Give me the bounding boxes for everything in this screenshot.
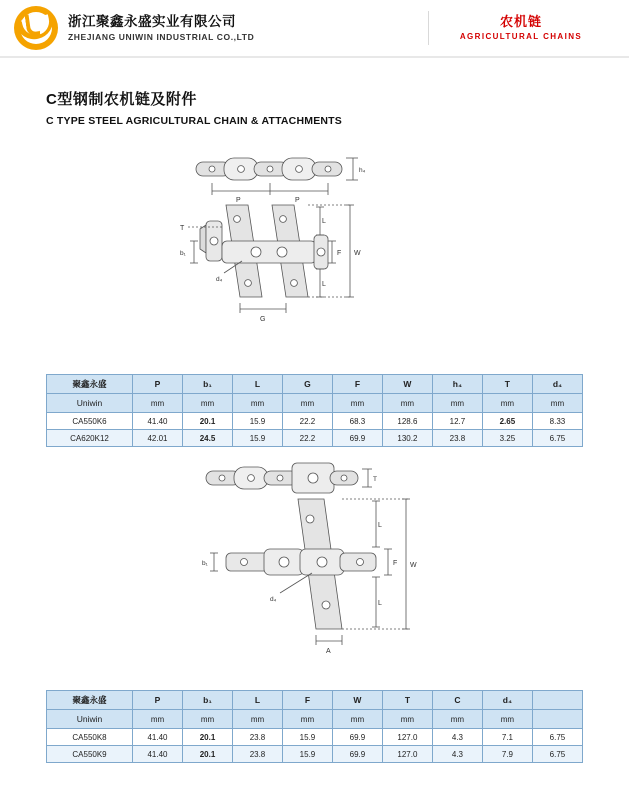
unit-cell-empty <box>532 710 582 729</box>
unit-cell: mm <box>183 394 233 413</box>
table-units-row <box>47 394 583 413</box>
column-header: T <box>382 691 432 710</box>
value-cell: 130.2 <box>382 430 432 447</box>
company-name-block <box>68 13 254 44</box>
column-header: b₁ <box>183 375 233 394</box>
company-name-en: ZHEJIANG UNIWIN INDUSTRIAL CO.,LTD <box>68 31 255 42</box>
company-name-cn: 浙江聚鑫永盛实业有限公司 <box>68 13 236 29</box>
svg-text:T: T <box>180 225 185 232</box>
value-cell: 42.01 <box>133 430 183 447</box>
spec-table-1-wrap <box>0 374 629 447</box>
brand-en-cell: Uniwin <box>47 394 133 413</box>
column-header: d₄ <box>532 375 582 394</box>
column-header: L <box>232 375 282 394</box>
value-cell: 12.7 <box>432 413 482 430</box>
svg-text:P: P <box>236 197 241 204</box>
unit-cell: mm <box>282 394 332 413</box>
unit-cell: mm <box>332 710 382 729</box>
value-cell: 127.0 <box>382 746 432 763</box>
value-cell: 69.9 <box>332 729 382 746</box>
column-header-empty <box>532 691 582 710</box>
unit-cell: mm <box>133 710 183 729</box>
svg-text:F: F <box>337 250 342 257</box>
table-row <box>47 729 583 746</box>
product-name-en: AGRICULTURAL CHAINS <box>459 32 583 42</box>
unit-cell: mm <box>382 394 432 413</box>
unit-cell: mm <box>432 710 482 729</box>
product-name-cn: 农机链 <box>499 13 542 29</box>
value-cell: 20.1 <box>183 746 233 763</box>
page-title <box>46 88 629 127</box>
value-cell: 7.9 <box>482 746 532 763</box>
svg-text:F: F <box>393 560 398 567</box>
brand-en-cell: Uniwin <box>47 710 133 729</box>
unit-cell: mm <box>482 394 532 413</box>
svg-text:L: L <box>322 218 326 225</box>
value-cell: 69.9 <box>332 430 382 447</box>
unit-cell: mm <box>382 710 432 729</box>
column-header: T <box>482 375 532 394</box>
column-header: W <box>382 375 432 394</box>
value-cell: 22.2 <box>282 430 332 447</box>
spec-table-1 <box>46 374 583 447</box>
svg-text:b₁: b₁ <box>180 250 186 257</box>
value-cell: 15.9 <box>282 746 332 763</box>
table-row <box>47 430 583 447</box>
c-type-chain-k-attachment-drawing <box>0 135 629 360</box>
c-type-chain-k-attachment-drawing-2 <box>0 449 629 674</box>
table-row <box>47 746 583 763</box>
unit-cell: mm <box>232 394 282 413</box>
table-row <box>47 413 583 430</box>
column-header: G <box>282 375 332 394</box>
svg-text:G: G <box>260 316 266 323</box>
model-cell: CA550K9 <box>47 746 133 763</box>
svg-text:d₄: d₄ <box>216 276 223 283</box>
spec-table-2 <box>46 690 583 763</box>
value-cell: 68.3 <box>332 413 382 430</box>
table-units-row <box>47 710 583 729</box>
value-cell: 8.33 <box>532 413 582 430</box>
value-cell: 128.6 <box>382 413 432 430</box>
value-cell: 15.9 <box>282 729 332 746</box>
column-header: F <box>332 375 382 394</box>
table-header-row <box>47 375 583 394</box>
value-cell: 24.5 <box>183 430 233 447</box>
value-cell: 4.3 <box>432 729 482 746</box>
value-cell: 15.9 <box>232 430 282 447</box>
value-cell: 127.0 <box>382 729 432 746</box>
unit-cell: mm <box>432 394 482 413</box>
svg-text:h₄: h₄ <box>359 167 366 174</box>
value-cell: 6.75 <box>532 430 582 447</box>
value-cell: 3.25 <box>482 430 532 447</box>
value-cell: 23.8 <box>432 430 482 447</box>
column-header: d₄ <box>482 691 532 710</box>
model-cell: CA620K12 <box>47 430 133 447</box>
value-cell: 20.1 <box>183 729 233 746</box>
unit-cell: mm <box>532 394 582 413</box>
value-cell: 23.8 <box>232 746 282 763</box>
svg-text:b₁: b₁ <box>202 560 208 567</box>
column-header: h₄ <box>432 375 482 394</box>
svg-text:W: W <box>410 562 417 569</box>
column-header: L <box>232 691 282 710</box>
column-header: F <box>282 691 332 710</box>
svg-text:L: L <box>322 281 326 288</box>
brand-cn-cell: 聚鑫永盛 <box>47 691 133 710</box>
value-cell: 41.40 <box>133 746 183 763</box>
page-header <box>0 0 629 58</box>
value-cell: 69.9 <box>332 746 382 763</box>
column-header: P <box>133 375 183 394</box>
page-title-cn: C型钢制农机链及附件 <box>46 91 197 108</box>
table-header-row <box>47 691 583 710</box>
svg-text:L: L <box>378 600 382 607</box>
value-cell: 7.1 <box>482 729 532 746</box>
value-cell: 2.65 <box>482 413 532 430</box>
header-divider <box>428 11 429 45</box>
uniwin-logo-icon <box>14 6 58 50</box>
value-cell: 23.8 <box>232 729 282 746</box>
column-header: C <box>432 691 482 710</box>
value-cell: 20.1 <box>183 413 233 430</box>
svg-text:P: P <box>295 197 300 204</box>
column-header: b₁ <box>183 691 233 710</box>
spec-table-2-wrap <box>0 690 629 763</box>
model-cell: CA550K8 <box>47 729 133 746</box>
unit-cell: mm <box>232 710 282 729</box>
value-cell: 41.40 <box>133 729 183 746</box>
svg-text:d₄: d₄ <box>270 596 277 603</box>
value-cell: 6.75 <box>532 729 582 746</box>
value-cell: 4.3 <box>432 746 482 763</box>
column-header: W <box>332 691 382 710</box>
unit-cell: mm <box>183 710 233 729</box>
svg-text:T: T <box>373 476 377 483</box>
header-product-label <box>439 13 629 43</box>
unit-cell: mm <box>133 394 183 413</box>
unit-cell: mm <box>482 710 532 729</box>
header-brand <box>0 6 254 50</box>
page-title-en: C TYPE STEEL AGRICULTURAL CHAIN & ATTACHMENTS <box>46 115 342 127</box>
value-cell: 6.75 <box>532 746 582 763</box>
unit-cell: mm <box>282 710 332 729</box>
svg-text:A: A <box>326 648 331 655</box>
value-cell: 22.2 <box>282 413 332 430</box>
column-header: P <box>133 691 183 710</box>
value-cell: 15.9 <box>232 413 282 430</box>
unit-cell: mm <box>332 394 382 413</box>
brand-cn-cell: 聚鑫永盛 <box>47 375 133 394</box>
model-cell: CA550K6 <box>47 413 133 430</box>
value-cell: 41.40 <box>133 413 183 430</box>
svg-text:W: W <box>354 250 361 257</box>
svg-text:L: L <box>378 522 382 529</box>
